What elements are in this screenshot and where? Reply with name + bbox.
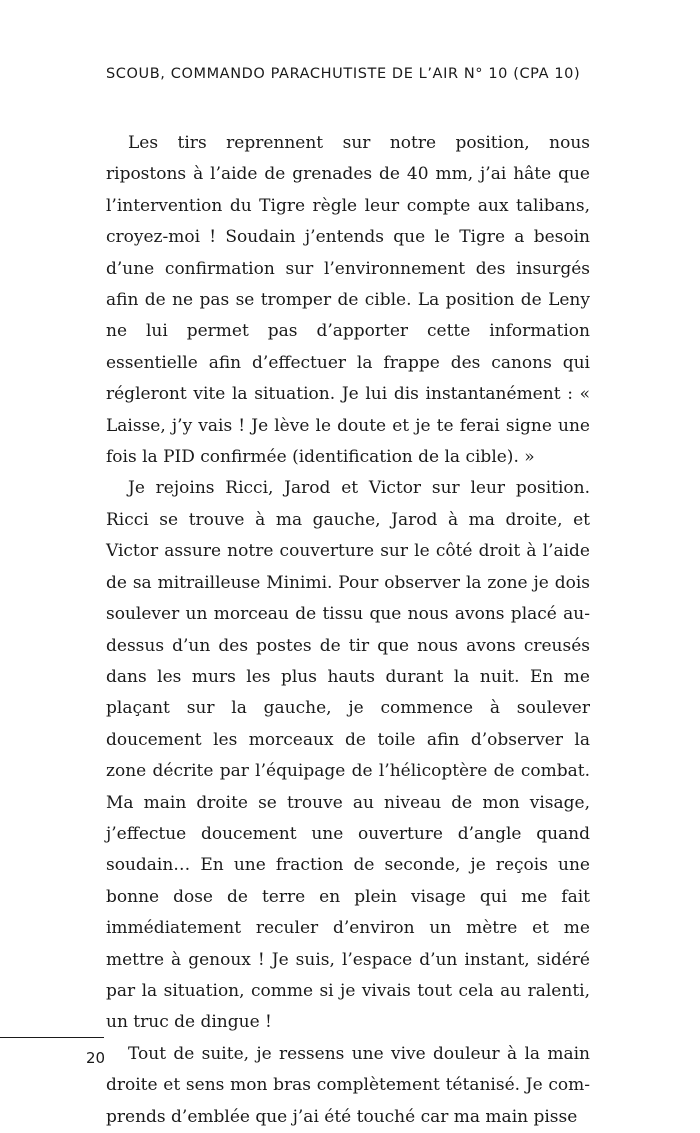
body-text — [106, 128, 590, 1133]
footer-rule — [0, 1037, 104, 1038]
paragraph: Tout de suite, je ressens une vive douleur à la main droite et sens mon bras complètement tétanisé. Je comprends d’emblée que j’ai été touché car ma main pisse — [106, 1043, 590, 1127]
paragraph: Les tirs reprennent sur notre position, nous ripostons à l’aide de grenades de 40 mm, j’ai hâte que l’intervention du Tigre règle leur compte aux talibans, croyez-moi ! Soudain j’entends que le Tigre a besoin d’une confirmation sur l’environnement des insurgés afin de ne pas se tromper de cible. La position de Leny ne lui permet pas d’apporter cette information essentielle afin d’effectuer la frappe des canons qui régleront vite la situation. Je lui dis instantanément : « Laisse, j’y vais ! Je lève le doute et je te ferai signe une fois la PID confirmée (identification de la cible). » — [106, 133, 590, 468]
running-header: SCOUB, COMMANDO PARACHUTISTE DE L’AIR N° 10 (CPA 10) — [106, 66, 581, 82]
page-number: 20 — [86, 1049, 106, 1067]
paragraph: Je rejoins Ricci, Jarod et Victor sur leur position. Ricci se trouve à ma gauche, Jarod à ma droite, et Victor assure notre couverture sur le côté droit à l’aide de sa mitrailleuse Minimi. Pour observer la zone je dois soulever un morceau de tissu que nous avons placé au-dessus d’un des postes de tir que nous avons creusés dans les murs les plus hauts durant la nuit. En me plaçant sur la gauche, je commence à soulever doucement les morceaux de toile afin d’observer la zone décrite par l’équipage de l’hélicoptère de combat. Ma main droite se trouve au niveau de mon visage, j’effectue doucement une ouverture d’angle quand soudain… En une fraction de seconde, je reçois une bonne dose de terre en plein visage qui me fait immédiatement reculer d’environ un mètre et me mettre à genoux ! Je suis, l’espace d’un instant, sidéré par la situation, comme si je vivais tout cela au ralenti, un truc de dingue ! — [106, 478, 590, 1033]
